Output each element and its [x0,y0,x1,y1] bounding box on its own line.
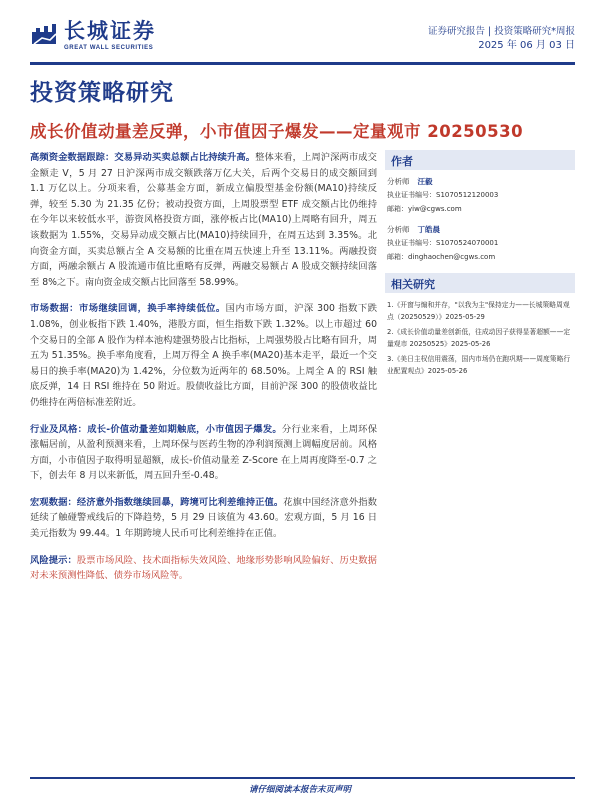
summary-paragraph-macro [30,495,377,542]
logo-english: GREAT WALL SECURITIES [64,45,154,51]
summary-paragraph-industry [30,422,377,484]
author-role: 分析师 [387,177,410,186]
author-name: 汪毅 [417,177,433,186]
header-meta [428,25,575,53]
paragraph-body: 整体来看，上周沪深两市成交金额走 V，5 月 27 日沪深两市成交额跌落万亿大关，后两个交易日的成交额回到 1.1 万亿以上。分项来看，公募基金方面，新成立偏股型基金份额(MA10)持续反弹，较至 5.30 为 21.35 亿份；被动投资方面，上周股票型 ETF 成交额占比仍维持在今年以来较低水平，游资风格投资方面，涨停板占比(MA10)上周略有回升，周五该数据为 1.55%，交易异动成交额占比(MA10)持续回升，在周五达到 3.35%。北向资金方面，买卖总额占全 A 交易额的比重在周五快速上升至 13.11%。两融投资方面，两融余额占 A 股流通市值比重略有反弹，两融交易额占 A 股成交额持续回落至 8%之下。南向资金成交额占比回落至 58.99%。 [30,152,377,288]
summary-column [30,150,377,595]
summary-paragraph-market [30,301,377,410]
paragraph-heading: 市场数据：市场继续回调，换手率持续低位。 [30,303,226,315]
paragraph-heading: 宏观数据：经济意外指数继续回暴，跨境可比利差维持正值。 [30,496,284,508]
report-title: 成长价值动量差反弹，小市值因子爆发——定量观市 20250530 [30,122,524,141]
author-cert: 执业证书编号：S1070524070001 [387,239,499,247]
author-name: 丁皓晨 [417,225,440,234]
section-title: 投资策略研究 [30,80,174,106]
risk-text: 股票市场风险、技术面指标失效风险、地缘形势影响风险偏好、历史数据对未来预测性降低、债券市场风险等。 [30,554,377,582]
paragraph-heading: 行业及风格：成长-价值动量差如期触底，小市值因子爆发。 [30,423,282,435]
footer-disclaimer: 请仔细阅读本报告末页声明 [248,785,351,795]
paragraph-body: 国内市场方面，沪深 300 指数下跌 1.08%，创业板指下跌 1.40%，港股方面，恒生指数下跌 1.32%。以上市超过 60 个交易日的全部 A 股作为样本池构建强势股占比指标，上周强势股占比略有回升，周五为 51.35%。换手率角度看，上周万得全 A 换手率(MA20)基本走平，最近一个交易日的换手率(MA20)为 1.42%，分位数为近两年的 68.50%。上周全 A 的 RSI 触底反弹，14 日 RSI 维持在 50 附近。股债收益比方面，目前沪深 300 的股债收益比仍维持在两倍标准差附近。 [30,303,377,408]
risk-warning [30,553,377,584]
related-item[interactable]: 1.《开窗与煽和并存，"以我为主"保持定力——长城策略周观点（20250529）》2025-05-29 [387,301,570,321]
author-email[interactable]: 邮箱：yiw@cgws.com [387,205,462,213]
risk-label: 风险提示： [30,554,77,566]
page-header [30,18,575,58]
related-research-list [385,299,575,377]
report-date: 2025 年 06 月 03 日 [478,40,575,51]
author-email[interactable]: 邮箱：dinghaochen@cgws.com [387,253,496,261]
logo-chinese: 长城证券 [64,19,156,43]
related-research-heading: 相关研究 [385,273,575,293]
sidebar [385,150,575,380]
summary-paragraph-flows [30,150,377,290]
related-item[interactable]: 2.《成长价值动量差创新低，往成动因子获得显著超额——定量观市 20250525》2025-05-26 [387,328,571,348]
paragraph-heading: 高频资金数据跟踪：交易异动买卖总额占比持续升高。 [30,152,256,163]
paragraph-body: 花旗中国经济意外指数延续了触碰警戒线后的下降趋势，5 月 29 日该值为 43.60。宏观方面，5 月 16 日美元指数为 99.44。1 年期跨境人民币可比利差维持在正值。 [30,496,377,540]
paragraph-body: 分行业来看，上周环保涨幅居前，从盈利预测来看，上周环保与医药生物的净利润预测上调幅度居前。风格方面，小市值因子取得明显超额，成长-价值动量差 Z-Score 在上周再度降至-0.7 之下，创去年 8 月以来新低，周五回升至-0.48。 [30,423,377,482]
authors-heading: 作者 [385,150,575,170]
company-logo [30,18,210,58]
great-wall-logo-icon [30,20,58,48]
header-divider [30,62,575,65]
report-type: 证券研究报告 | 投资策略研究*周报 [428,26,575,37]
author-cert: 执业证书编号：S1070512120003 [387,191,499,199]
related-item[interactable]: 3.《美日主权信用震荡，国内市场仍在跑巩期——周度策略行业配置观点》2025-05-26 [387,355,571,375]
author-role: 分析师 [387,225,410,234]
author-block [385,176,575,263]
footer-divider [30,777,575,779]
